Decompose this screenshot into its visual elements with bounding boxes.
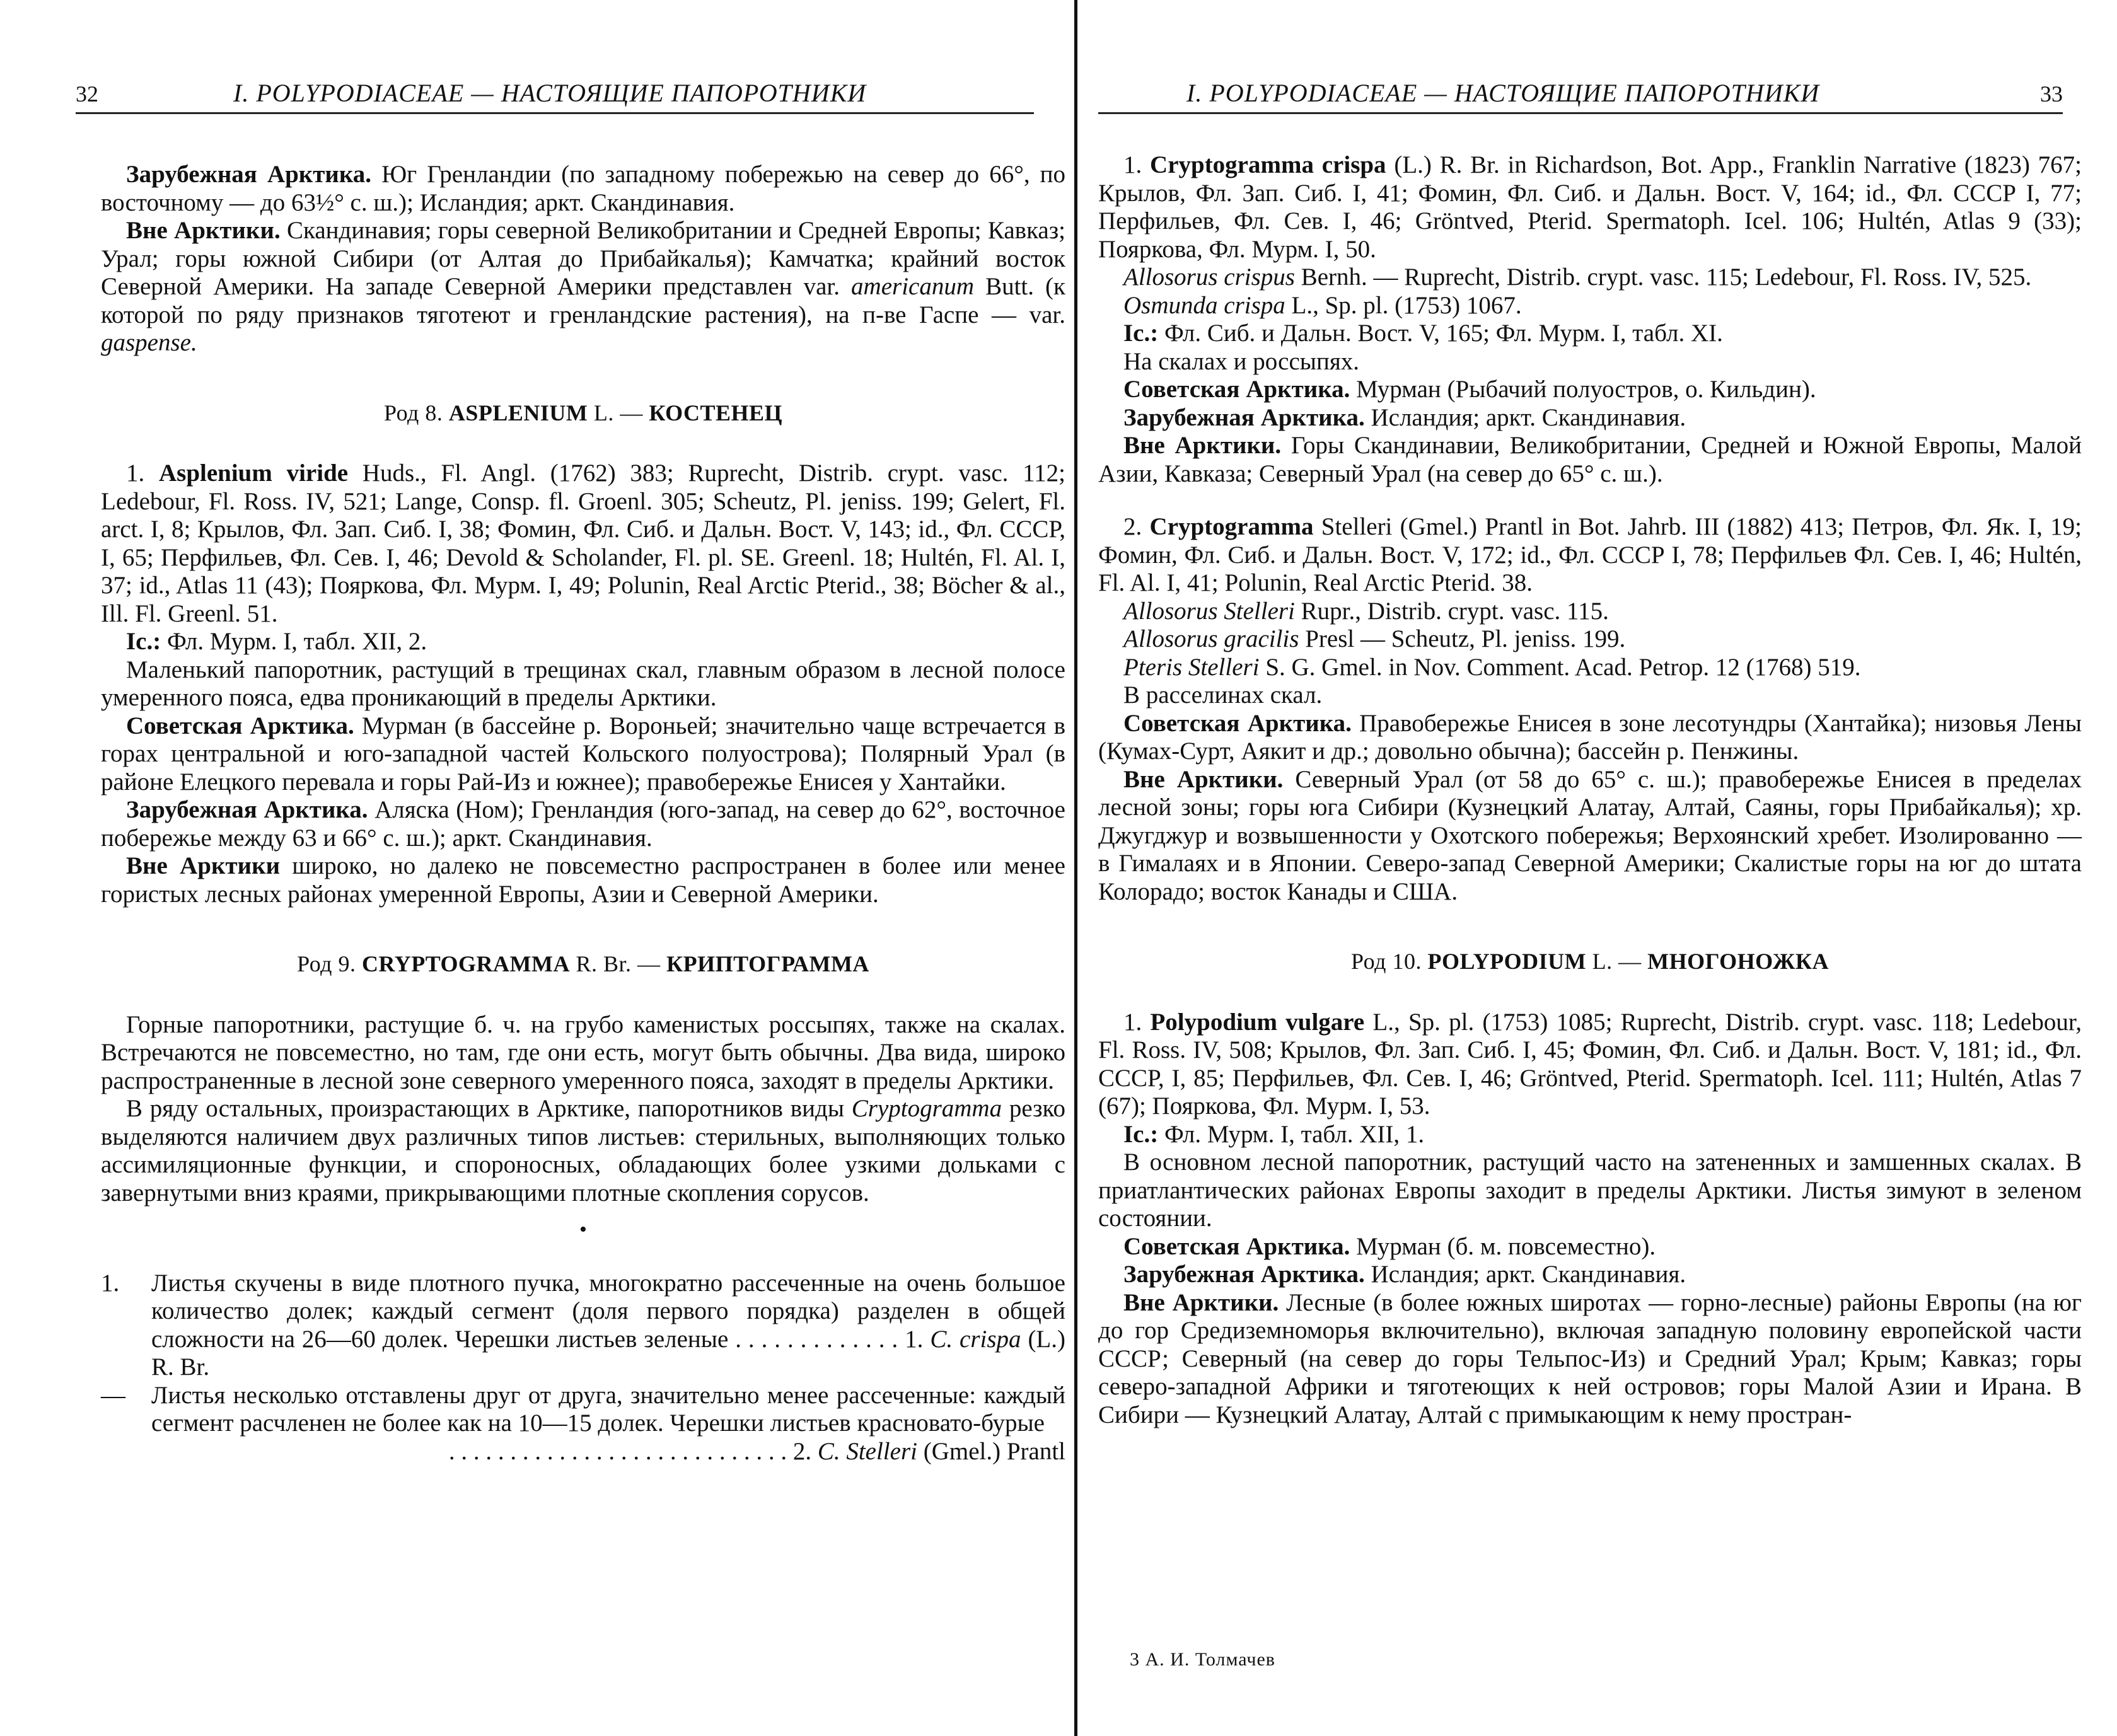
paragraph: Советская Арктика. Мурман (Рыбачий полуостров, о. Кильдин).: [1123, 376, 1816, 403]
right-running-header: [1098, 74, 2063, 114]
paragraph: Вне Арктики. Горы Скандинавии, Великобритании, Средней и Южной Европы, Малой Азии, Кавказа; Северный Урал (на север до 65° с. ш.).: [1098, 432, 2082, 487]
separator-dot: •: [579, 1218, 587, 1241]
paragraph: На скалах и россыпях.: [1123, 347, 1360, 375]
paragraph: Зарубежная Арктика. Аляска (Ном); Гренландия (юго-запад, на север до 62°, восточное побережье между 63 и 66° с. ш.); аркт. Скандинавия.: [101, 796, 1065, 852]
paragraph: Osmunda crispa L., Sp. pl. (1753) 1067.: [1123, 291, 1522, 319]
paragraph: В основном лесной папоротник, растущий часто на затененных и замшенных скалах. В приатлантических районах Европы заходит в пределы Арктики. Листья зимуют в зеленом состоянии.: [1098, 1149, 2082, 1232]
paragraph: Советская Арктика. Мурман (б. м. повсеместно).: [1123, 1232, 1656, 1260]
key-entry-2: — Листья несколько отставлены друг от друга, значительно менее рассеченные: каждый сегмент расчленен не более как на 10—15 долек. Черешки листьев красновато-бурые . . . . . . . . . . . . . . . . . . . . . . . . . . . . 2. C. Stelleri (Gmel.) Prantl: [101, 1381, 1065, 1465]
species-entry-polypodium-vulgare: 1. Polypodium vulgare L., Sp. pl. (1753) 1085; Ruprecht, Distrib. crypt. vasc. 118; Ledebour, Fl. Ross. IV, 508; Крылов, Фл. Зап. Сиб. I, 45; Фомин, Фл. Сиб. и Дальн. Вост. V, 181; id., Фл. СССР, I, 85; Перфильев, Фл. Сев. I, 46; Gröntved, Pterid. Spermatoph. Icel. 111; Hultén, Atlas 7 (67); Пояркова, Фл. Мурм. I, 53.: [1098, 1008, 2082, 1120]
signature-footer: 3 А. И. Толмачев: [1130, 1649, 1275, 1670]
paragraph: Вне Арктики. Скандинавия; горы северной Великобритании и Средней Европы; Кавказ; Урал; горы южной Сибири (от Алтая до Прибайкалья); Камчатка; крайний восток Северной Америки. На западе Северной Америки представлен var. americanum Butt. (к которой по ряду признаков тяготеют и гренландские растения), на п-ве Гаспе — var. gaspense.: [101, 217, 1065, 356]
paragraph: Советская Арктика. Мурман (в бассейне р. Вороньей; значительно чаще встречается в горах центральной и юго-западной частей Кольского полуострова); Полярный Урал (в районе Елецкого перевала и горы Рай-Из и южнее); правобережье Енисея у Хантайки.: [101, 712, 1065, 796]
page-gutter: [1074, 0, 1077, 1736]
paragraph: Советская Арктика. Правобережье Енисея в зоне лесотундры (Хантайка); низовья Лены (Кумах-Сурт, Аякит и др.; довольно обычна); бассейн р. Пенжины.: [1098, 709, 2082, 765]
genus-heading-polypodium: Род 10. POLYPODIUM L. — МНОГОНОЖКА: [1351, 949, 1829, 974]
paragraph: Вне Арктики. Лесные (в более южных широтах — горно-лесные) районы Европы (на юг до гор Средиземноморья включительно), включая западную половину европейской части СССР; Северный (на север до горы Тельпос-Из) и Средний Урал; Крым; Кавказ; горы северо-западной Африки и тяготеющих к ней островов; горы Малой Азии и Ирана. В Сибири — Кузнецкий Алатау, Алтай с примыкающим к нему простран-: [1098, 1288, 2082, 1428]
paragraph: Горные папоротники, растущие б. ч. на грубо каменистых россыпях, также на скалах. Встречаются не повсеместно, но там, где они есть, могут быть обычны. Два вида, широко распространенные в лесной зоне северного умеренного пояса, заходят в пределы Арктики.: [101, 1010, 1065, 1094]
species-entry-cryptogramma-crispa: 1. Cryptogramma crispa (L.) R. Br. in Richardson, Bot. App., Franklin Narrative (1823) 767; Крылов, Фл. Зап. Сиб. I, 41; Фомин, Фл. Сиб. и Дальн. Вост. V, 164; id., Фл. СССР I, 77; Перфильев, Фл. Сев. I, 46; Gröntved, Pterid. Spermatoph. Icel. 106; Hultén, Atlas 9 (33); Пояркова, Фл. Мурм. I, 50.: [1098, 151, 2082, 263]
paragraph: Зарубежная Арктика. Юг Гренландии (по западному побережью на север до 66°, по восточному — до 63½° с. ш.); Исландия; аркт. Скандинавия.: [101, 161, 1065, 216]
paragraph: Вне Арктики. Северный Урал (от 58 до 65° с. ш.); правобережье Енисея в пределах лесной зоны; горы юга Сибири (Кузнецкий Алатау, Алтай, Саяны, горы Прибайкалья); хр. Джугджур и возвышенности у Охотского побережья; Верхоянский хребет. Изолированно — в Гималаях и в Японии. Северо-запад Северной Америки; Скалистые горы на юг до штата Колорадо; восток Канады и США.: [1098, 765, 2082, 905]
paragraph: Зарубежная Арктика. Исландия; аркт. Скандинавия.: [1123, 1261, 1686, 1288]
paragraph: Ic.: Фл. Мурм. I, табл. XII, 1.: [1123, 1120, 1425, 1148]
genus-heading-asplenium: Род 8. ASPLENIUM L. — КОСТЕНЕЦ: [383, 400, 783, 425]
paragraph: В расселинах скал.: [1123, 681, 1323, 709]
left-body-text: [101, 161, 1065, 1466]
paragraph: В ряду остальных, произрастающих в Арктике, папоротников виды Cryptogramma резко выделяются наличием двух различных типов листьев: стерильных, выполняющих только ассимиляционные функции, и спороносных, обладающих более узкими дольками с завернутыми вниз краями, прикрывающими плотные скопления сорусов.: [101, 1095, 1065, 1207]
right-page: [1079, 0, 2117, 1736]
right-page-number: 33: [2040, 81, 2063, 107]
right-header-title: I. POLYPODIACEAE — НАСТОЯЩИЕ ПАПОРОТНИКИ: [1186, 79, 1820, 107]
paragraph: Allosorus Stelleri Rupr., Distrib. crypt. vasc. 115.: [1123, 597, 1609, 625]
paragraph: Зарубежная Арктика. Исландия; аркт. Скандинавия.: [1123, 403, 1686, 431]
paragraph: Pteris Stelleri S. G. Gmel. in Nov. Comment. Acad. Petrop. 12 (1768) 519.: [1123, 653, 1861, 681]
left-running-header: [76, 74, 1034, 114]
right-body-text: [1098, 151, 2082, 1429]
species-entry-asplenium-viride: 1. Asplenium viride Huds., Fl. Angl. (1762) 383; Ruprecht, Distrib. crypt. vasc. 112; Ledebour, Fl. Ross. IV, 521; Lange, Consp. fl. Groenl. 305; Scheutz, Pl. jeniss. 199; Gelert, Fl. arct. I, 8; Крылов, Фл. Зап. Сиб. I, 38; Фомин, Фл. Сиб. и Дальн. Вост. V, 143; id., Фл. СССР, I, 65; Перфильев, Фл. Сев. I, 46; Devold & Scholander, Fl. pl. SE. Greenl. 18; Hultén, Fl. Al. I, 37; id., Atlas 11 (43); Пояркова, Фл. Мурм. I, 49; Polunin, Real Arctic Pterid., 38; Böcher & al., Ill. Fl. Greenl. 51.: [101, 460, 1065, 627]
key-entry-1: 1. Листья скучены в виде плотного пучка, многократно рассеченные на очень большое количество долек; каждый сегмент (доля первого порядка) разделен в общей сложности на 26—60 долек. Черешки листьев зеленые . . . . . . . . . . . . . 1. C. crispa (L.) R. Br.: [101, 1269, 1065, 1380]
paragraph: Вне Арктики широко, но далеко не повсеместно распространен в более или менее гористых лесных районах умеренной Европы, Азии и Северной Америки.: [101, 852, 1065, 908]
genus-heading-cryptogramma: Род 9. CRYPTOGRAMMA R. Br. — КРИПТОГРАММА: [297, 951, 869, 976]
paragraph: Allosorus gracilis Presl — Scheutz, Pl. jeniss. 199.: [1123, 625, 1626, 652]
paragraph: Ic.: Фл. Мурм. I, табл. XII, 2.: [126, 628, 427, 655]
left-page-number: 32: [76, 81, 98, 107]
paragraph: Маленький папоротник, растущий в трещинах скал, главным образом в лесной полосе умеренного пояса, едва проникающий в пределы Арктики.: [101, 656, 1065, 711]
left-header-title: I. POLYPODIACEAE — НАСТОЯЩИЕ ПАПОРОТНИКИ: [233, 79, 867, 107]
paragraph: Allosorus crispus Bernh. — Ruprecht, Distrib. crypt. vasc. 115; Ledebour, Fl. Ross. IV, 525.: [1123, 263, 2032, 291]
species-entry-cryptogramma-stelleri: 2. Cryptogramma Stelleri (Gmel.) Prantl in Bot. Jahrb. III (1882) 413; Петров, Фл. Як. I, 19; Фомин, Фл. Сиб. и Дальн. Вост. V, 172; id., Фл. СССР I, 78; Перфильев Фл. Сев. I, 46; Hultén, Fl. Al. I, 41; Polunin, Real Arctic Pterid. 38.: [1098, 513, 2082, 596]
paragraph: Ic.: Фл. Сиб. и Дальн. Вост. V, 165; Фл. Мурм. I, табл. XI.: [1123, 320, 1723, 347]
